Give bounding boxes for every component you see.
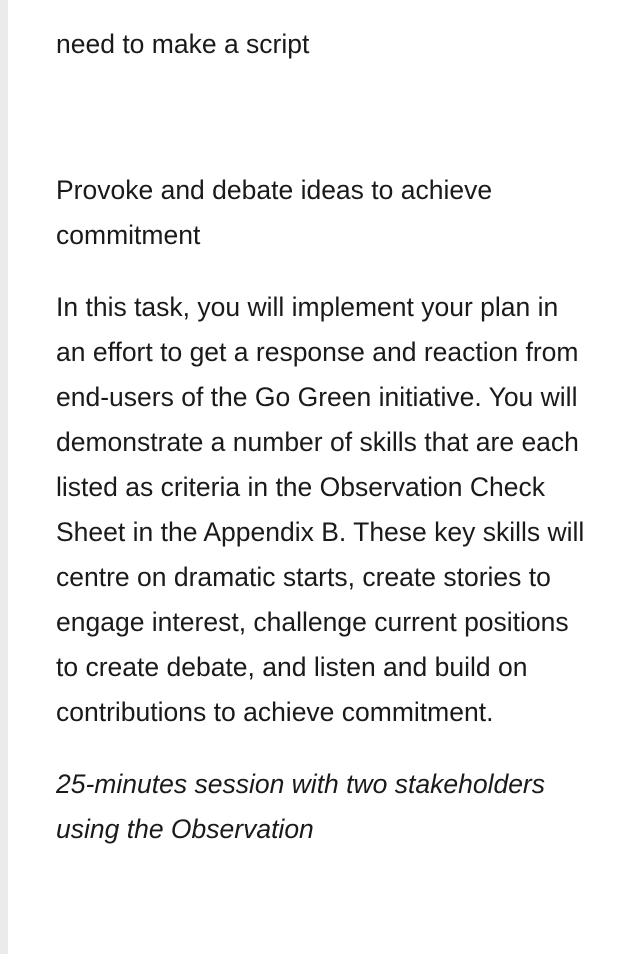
left-edge-strip [0, 0, 8, 954]
message-content [56, 22, 586, 852]
task-description: In this task, you will implement your plan in an effort to get a response and reaction from end-users of the Go Green initiative. You will demonstrate a number of skills that are each listed as criteria in the Observation Check Sheet in the Appendix B. These key skills will centre on dramatic starts, create stories to engage interest, challenge current positions to create debate, and listen and build on contributions to achieve commitment. [56, 292, 585, 727]
message-first-line: need to make a script [56, 29, 310, 59]
session-note: 25-minutes session with two stakeholders using the Observation [56, 769, 546, 844]
task-heading: Provoke and debate ideas to achieve commitment [56, 175, 493, 250]
